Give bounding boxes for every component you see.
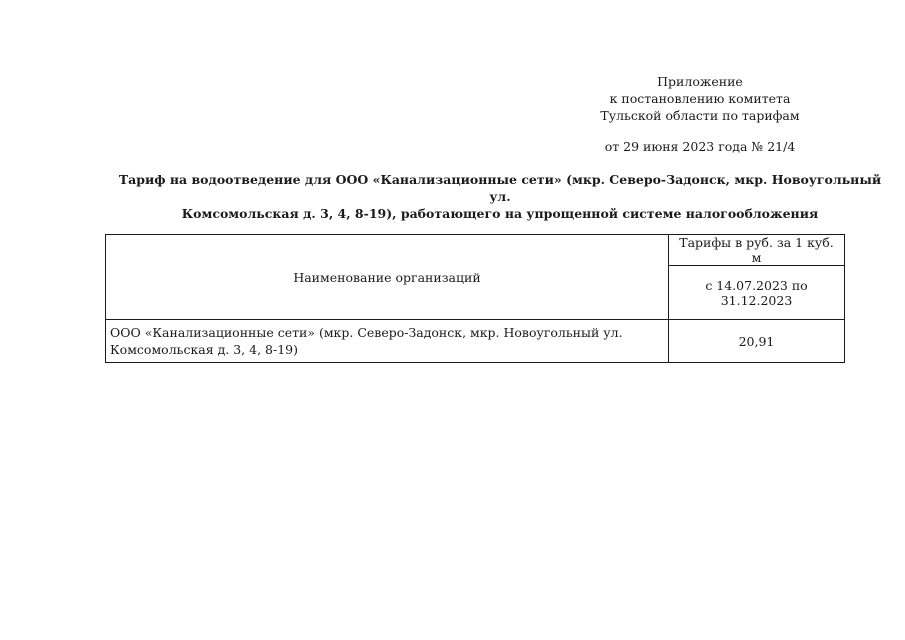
organization-cell (106, 320, 669, 363)
document-title (110, 171, 890, 222)
table-header-row (106, 235, 845, 266)
header-organization-name: Наименование организаций (106, 235, 669, 320)
header-period: с 14.07.2023 по 31.12.2023 (669, 266, 845, 320)
tariff-table (105, 234, 845, 363)
organization-line-2: Комсомольская д. 3, 4, 8-19) (110, 342, 298, 357)
title-line-1: Тариф на водоотведение для ООО «Канализационные сети» (мкр. Северо-Задонск, мкр. Новоугольный ул. (118, 172, 882, 204)
tariff-value: 20,91 (669, 320, 845, 363)
appendix-line-1: Приложение (657, 74, 743, 89)
appendix-block (600, 73, 800, 155)
title-line-2: Комсомольская д. 3, 4, 8-19), работающего на упрощенной системе налогообложения (181, 206, 819, 221)
appendix-line-2: к постановлению комитета (609, 91, 791, 106)
appendix-date: от 29 июня 2023 года № 21/4 (604, 139, 796, 154)
appendix-line-3: Тульской области по тарифам (600, 108, 800, 123)
organization-line-1: ООО «Канализационные сети» (мкр. Северо-Задонск, мкр. Новоугольный ул. (110, 325, 623, 340)
header-tariff: Тарифы в руб. за 1 куб. м (669, 235, 845, 266)
appendix-gap (600, 124, 800, 138)
table-row (106, 320, 845, 363)
